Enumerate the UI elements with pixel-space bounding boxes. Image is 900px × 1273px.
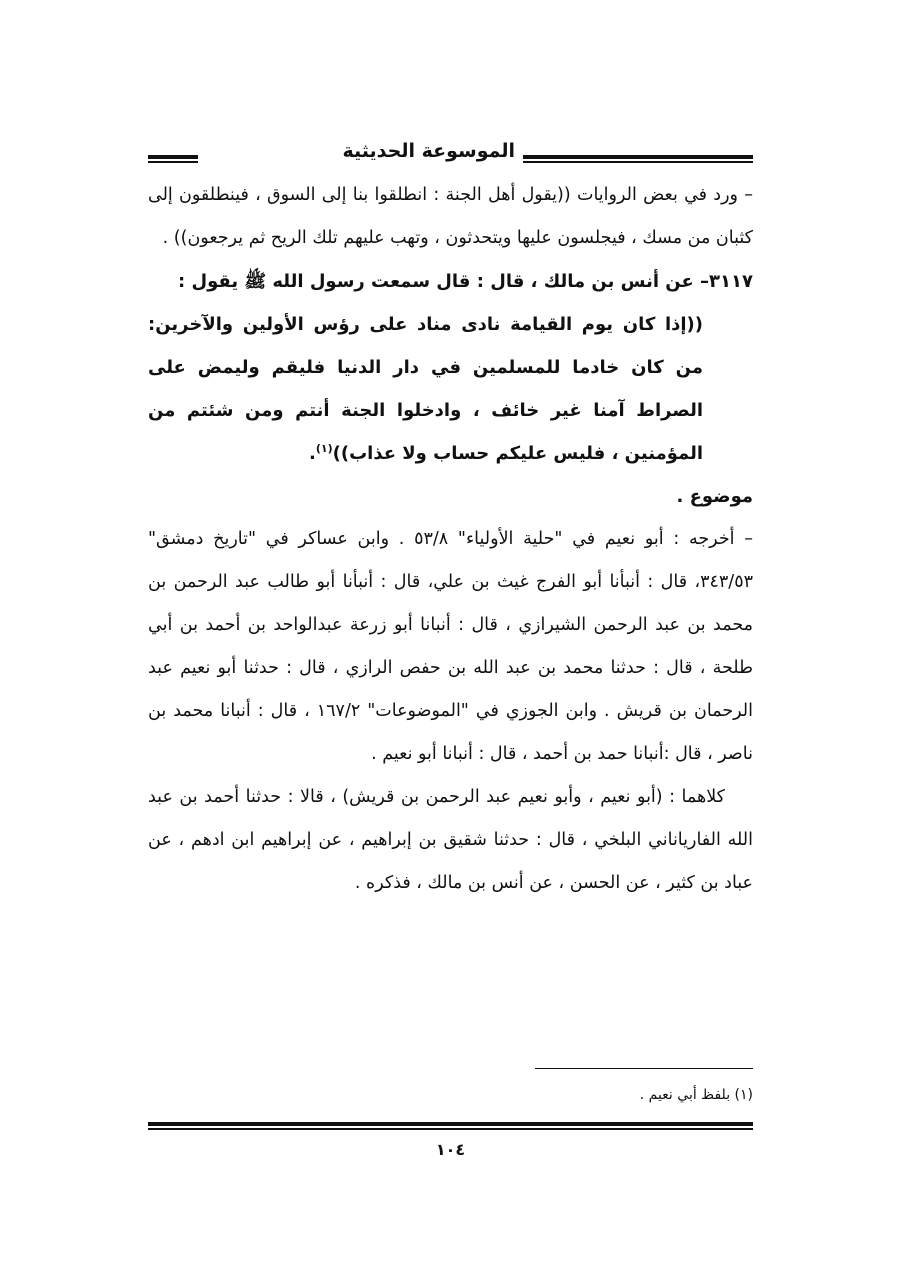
header-rule-left (148, 155, 198, 163)
header-rule-right (523, 155, 753, 163)
hadith-chain: ٣١١٧– عن أنس بن مالك ، قال : قال سمعت رسول الله ﷺ يقول : (178, 271, 753, 292)
footer-rule (148, 1122, 753, 1130)
intro-paragraph: – ورد في بعض الروايات ((يقول أهل الجنة : انطلقوا بنا إلى السوق ، فينطلقون إلى كثبان من مسك ، فيجلسون عليها ويتحدثون ، وتهب عليهم تلك الريح ثم يرجعون)) . (148, 185, 753, 248)
hadith-text-block (148, 303, 753, 475)
footnote-reference: (١) (315, 442, 333, 455)
footnote-text: (١) بلفظ أبي نعيم . (639, 1087, 753, 1103)
hadith-end-mark: . (308, 443, 316, 464)
takhrij-paragraph-2: كلاهما : (أبو نعيم ، وأبو نعيم عبد الرحمن بن قريش) ، قالا : حدثنا أحمد بن عبد الله الفارياناني البلخي ، قال : حدثنا شقيق بن إبراهيم ، عن إبراهيم ابن ادهم ، عن عباد بن كثير ، عن الحسن ، عن أنس بن مالك ، فذكره . (148, 787, 753, 893)
page-number: ١٠٤ (435, 1140, 466, 1159)
footnote-rule (535, 1068, 753, 1069)
hadith-verdict: موضوع . (676, 486, 753, 507)
page-content (148, 138, 753, 905)
footnote-area (148, 1068, 753, 1103)
takhrij-paragraph-2-block (148, 776, 753, 905)
hadith-text: ((إذا كان يوم القيامة نادى مناد على رؤس الأولين والآخرين: من كان خادما للمسلمين في دار الدنيا فليقم وليمض على الصراط آمنا غير خائف ، وادخلوا الجنة أنتم ومن شئتم من المؤمنين ، فليس عليكم حساب ولا عذاب)) (148, 314, 703, 464)
takhrij-paragraph-1: – أخرجه : أبو نعيم في "حلية الأولياء" ٥٣/٨ . وابن عساكر في "تاريخ دمشق" ٣٤٣/٥٣، قال : أنبأنا أبو الفرج غيث بن علي، قال : أنبأنا أبو طالب عبد الرحمن بن محمد بن عبد الرحمن الشيرازي ، قال : أنبانا أبو زرعة عبدالواحد بن أحمد بن أبي طلحة ، قال : حدثنا محمد بن عبد الله بن حفص الرازي ، قال : حدثنا أبو نعيم عبد الرحمان بن قريش . وابن الجوزي في "الموضوعات" ١٦٧/٢ ، قال : أنبانا محمد بن ناصر ، قال :أنبانا حمد بن أحمد ، قال : أنبانا أبو نعيم . (148, 529, 754, 764)
page-title: الموسوعة الحديثية (342, 140, 515, 162)
page-header (148, 138, 753, 174)
